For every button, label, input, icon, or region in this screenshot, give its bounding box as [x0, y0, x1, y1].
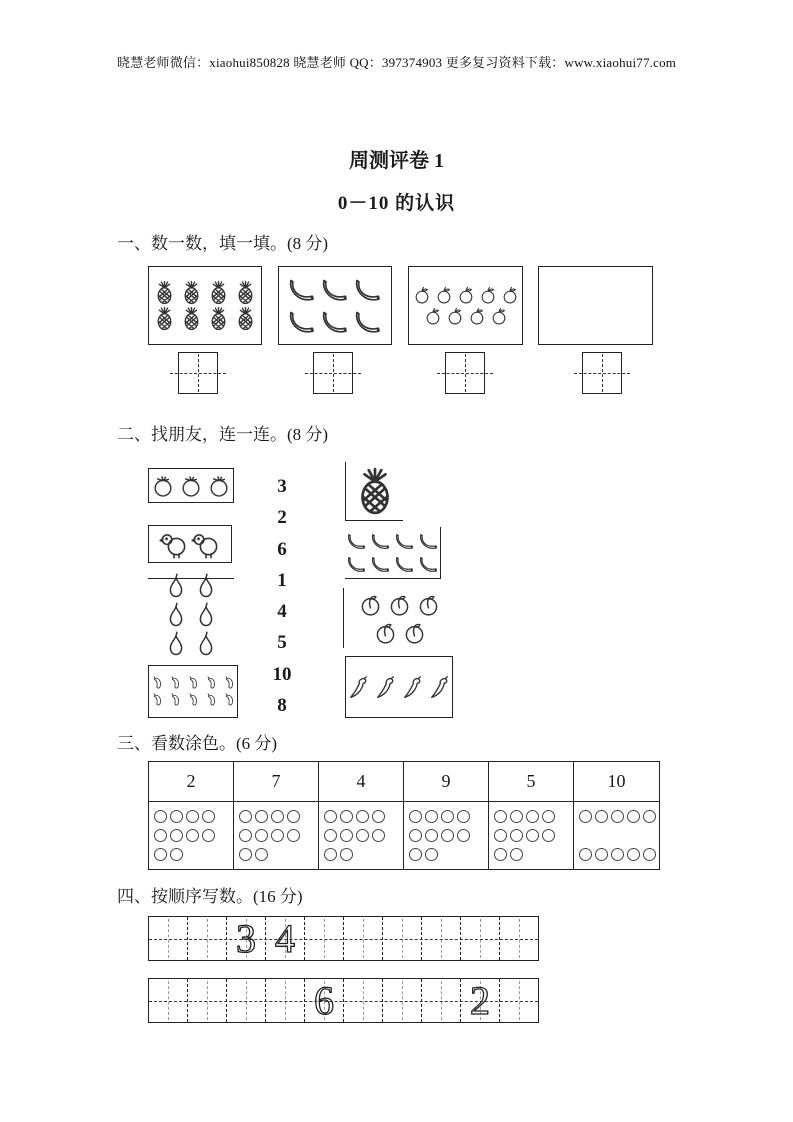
write-cell[interactable]	[383, 979, 422, 1022]
color-circle[interactable]	[239, 810, 252, 823]
table-header-number: 7	[234, 762, 319, 802]
pineapple-icon	[233, 280, 258, 305]
match-number[interactable]: 6	[277, 538, 287, 560]
answer-grid[interactable]	[445, 352, 485, 394]
color-circle[interactable]	[611, 848, 624, 861]
match-box-chicks[interactable]	[148, 525, 232, 563]
color-circle[interactable]	[356, 810, 369, 823]
write-cell[interactable]	[344, 979, 383, 1022]
color-circle[interactable]	[271, 829, 284, 842]
peach-icon	[415, 591, 442, 618]
apple-icon	[489, 306, 509, 326]
section2-heading: 二、找朋友，连一连。(8 分)	[117, 425, 329, 444]
color-circle[interactable]	[494, 848, 507, 861]
banana-icon	[418, 553, 440, 575]
write-cell[interactable]	[149, 979, 188, 1022]
write-cell[interactable]	[344, 917, 383, 960]
color-circle[interactable]	[494, 829, 507, 842]
banana-icon	[370, 530, 392, 552]
match-number[interactable]: 8	[277, 694, 287, 716]
circle-cell	[574, 802, 659, 869]
color-circle[interactable]	[271, 810, 284, 823]
write-cell[interactable]	[188, 979, 227, 1022]
circle-cell	[319, 802, 404, 869]
apple-icon	[423, 306, 443, 326]
pepper-icon	[203, 675, 219, 691]
pear-icon	[192, 572, 220, 600]
color-circle[interactable]	[170, 829, 183, 842]
color-circle[interactable]	[526, 829, 539, 842]
circle-cell	[234, 802, 319, 869]
color-circle[interactable]	[170, 848, 183, 861]
color-circle[interactable]	[643, 810, 656, 823]
color-circle[interactable]	[425, 848, 438, 861]
color-circle[interactable]	[627, 810, 640, 823]
color-circle[interactable]	[627, 848, 640, 861]
color-circle[interactable]	[154, 848, 167, 861]
chili-icon	[373, 675, 398, 700]
banana-icon	[320, 274, 351, 305]
pear-icon	[192, 630, 220, 658]
color-circle[interactable]	[186, 829, 199, 842]
section4-heading: 四、按顺序写数。(16 分)	[117, 887, 303, 906]
number-writing-strip-2	[148, 978, 539, 1023]
peach-icon	[372, 619, 399, 646]
peach-icon	[386, 591, 413, 618]
trace-number: 2	[470, 977, 490, 1023]
color-circle[interactable]	[356, 829, 369, 842]
match-number[interactable]: 4	[277, 601, 287, 623]
write-cell[interactable]	[500, 979, 538, 1022]
pepper-icon	[167, 692, 183, 708]
chick-icon	[191, 529, 221, 559]
color-circle[interactable]	[340, 848, 353, 861]
match-box-banana-stack[interactable]	[345, 527, 441, 579]
trace-number: 6	[314, 977, 334, 1023]
write-cell[interactable]	[266, 917, 305, 960]
color-by-number-table	[148, 761, 660, 870]
page-title: 周测评卷 1	[349, 150, 444, 172]
chili-icon	[400, 675, 425, 700]
banana-icon	[353, 306, 384, 337]
match-number[interactable]: 5	[277, 632, 287, 654]
pineapple-icon	[179, 280, 204, 305]
color-circle[interactable]	[324, 810, 337, 823]
table-header-number: 2	[149, 762, 234, 802]
banana-icon	[287, 274, 318, 305]
contact-header: 晓慧老师微信：xiaohui850828 晓慧老师 QQ：397374903 更多复习资料下载：www.xiaohui77.com	[116, 55, 677, 70]
color-circle[interactable]	[202, 829, 215, 842]
banana-icon	[346, 530, 368, 552]
match-box-pineapple[interactable]	[345, 462, 403, 521]
write-cell[interactable]	[500, 917, 538, 960]
color-circle[interactable]	[425, 810, 438, 823]
apple-icon	[434, 285, 454, 305]
pepper-icon	[149, 675, 165, 691]
color-circle[interactable]	[170, 810, 183, 823]
color-circle[interactable]	[340, 829, 353, 842]
banana-icon	[394, 530, 416, 552]
circle-cell	[149, 802, 234, 869]
answer-grid[interactable]	[582, 352, 622, 394]
table-header-number: 4	[319, 762, 404, 802]
banana-icon	[418, 530, 440, 552]
color-circle[interactable]	[255, 848, 268, 861]
color-circle[interactable]	[611, 810, 624, 823]
persimmon-icon	[150, 473, 176, 499]
color-circle[interactable]	[324, 848, 337, 861]
pineapple-icon	[152, 306, 177, 331]
apple-icon	[456, 285, 476, 305]
color-circle[interactable]	[372, 829, 385, 842]
color-circle[interactable]	[202, 810, 215, 823]
match-box-persimmons[interactable]	[148, 468, 234, 503]
apple-icon	[467, 306, 487, 326]
color-circle[interactable]	[239, 848, 252, 861]
color-circle[interactable]	[542, 810, 555, 823]
color-circle[interactable]	[579, 848, 592, 861]
write-cell[interactable]	[305, 979, 344, 1022]
apple-icon	[500, 285, 520, 305]
trace-number: 3	[236, 915, 256, 961]
persimmon-icon	[206, 473, 232, 499]
write-cell[interactable]	[188, 917, 227, 960]
color-circle[interactable]	[409, 810, 422, 823]
count-box-empty	[538, 266, 653, 345]
pineapple-icon	[152, 280, 177, 305]
write-cell[interactable]	[461, 917, 500, 960]
pepper-icon	[185, 692, 201, 708]
pineapple-icon	[206, 280, 231, 305]
color-circle[interactable]	[595, 848, 608, 861]
chili-icon	[427, 675, 452, 700]
write-cell[interactable]	[383, 917, 422, 960]
chili-icon	[346, 675, 371, 700]
pineapple-icon	[233, 306, 258, 331]
color-circle[interactable]	[510, 829, 523, 842]
color-circle[interactable]	[526, 810, 539, 823]
number-writing-strip-1	[148, 916, 539, 961]
banana-icon	[394, 553, 416, 575]
apple-icon	[478, 285, 498, 305]
pepper-icon	[221, 675, 237, 691]
chick-icon	[159, 529, 189, 559]
color-circle[interactable]	[494, 810, 507, 823]
page-subtitle: 0－10 的认识	[337, 193, 456, 214]
write-cell[interactable]	[266, 979, 305, 1022]
match-box-chilis[interactable]	[345, 656, 453, 718]
answer-grid[interactable]	[313, 352, 353, 394]
pepper-icon	[203, 692, 219, 708]
apple-icon	[412, 285, 432, 305]
color-circle[interactable]	[510, 810, 523, 823]
match-number[interactable]: 3	[277, 476, 287, 497]
match-box-pears[interactable]	[148, 578, 234, 650]
color-circle[interactable]	[409, 829, 422, 842]
color-circle[interactable]	[457, 810, 470, 823]
write-cell[interactable]	[227, 979, 266, 1022]
pineapple-icon	[206, 306, 231, 331]
table-header-number: 9	[404, 762, 489, 802]
color-circle[interactable]	[340, 810, 353, 823]
trace-number: 4	[275, 915, 295, 961]
pear-icon	[162, 601, 190, 629]
pepper-icon	[185, 675, 201, 691]
pineapple-icon	[179, 306, 204, 331]
color-circle[interactable]	[324, 829, 337, 842]
color-circle[interactable]	[409, 848, 422, 861]
table-header-number: 10	[574, 762, 659, 802]
match-number[interactable]: 2	[277, 507, 287, 529]
match-number[interactable]: 10	[272, 663, 292, 685]
section3-heading: 三、看数涂色。(6 分)	[117, 734, 278, 753]
pineapple-icon	[350, 466, 400, 516]
color-circle[interactable]	[643, 848, 656, 861]
write-cell[interactable]	[422, 979, 461, 1022]
match-number[interactable]: 1	[277, 569, 287, 591]
color-circle[interactable]	[595, 810, 608, 823]
write-cell[interactable]	[461, 979, 500, 1022]
match-box-peppers[interactable]	[148, 665, 238, 718]
color-circle[interactable]	[441, 810, 454, 823]
color-circle[interactable]	[154, 829, 167, 842]
color-circle[interactable]	[441, 829, 454, 842]
write-cell[interactable]	[422, 917, 461, 960]
color-circle[interactable]	[510, 848, 523, 861]
banana-icon	[320, 306, 351, 337]
peach-icon	[357, 591, 384, 618]
color-circle[interactable]	[154, 810, 167, 823]
color-circle[interactable]	[239, 829, 252, 842]
color-circle[interactable]	[542, 829, 555, 842]
color-circle[interactable]	[579, 810, 592, 823]
circle-cell	[404, 802, 489, 869]
color-circle[interactable]	[425, 829, 438, 842]
color-circle[interactable]	[457, 829, 470, 842]
color-circle[interactable]	[186, 810, 199, 823]
color-circle[interactable]	[255, 810, 268, 823]
write-cell[interactable]	[305, 917, 344, 960]
write-cell[interactable]	[149, 917, 188, 960]
table-header-number: 5	[489, 762, 574, 802]
pear-icon	[162, 630, 190, 658]
banana-icon	[353, 274, 384, 305]
circle-cell	[489, 802, 574, 869]
color-circle[interactable]	[287, 829, 300, 842]
banana-icon	[287, 306, 318, 337]
banana-icon	[346, 553, 368, 575]
color-circle[interactable]	[255, 829, 268, 842]
pear-icon	[192, 601, 220, 629]
count-box-apples	[408, 266, 523, 345]
color-circle[interactable]	[287, 810, 300, 823]
write-cell[interactable]	[227, 917, 266, 960]
banana-icon	[370, 553, 392, 575]
pepper-icon	[221, 692, 237, 708]
answer-grid[interactable]	[178, 352, 218, 394]
section1-heading: 一、数一数，填一填。(8 分)	[117, 234, 329, 253]
pear-icon	[162, 572, 190, 600]
count-box-pineapples	[148, 266, 262, 345]
apple-icon	[445, 306, 465, 326]
count-box-bananas	[278, 266, 392, 345]
match-box-peaches[interactable]	[343, 588, 455, 648]
peach-icon	[401, 619, 428, 646]
color-circle[interactable]	[372, 810, 385, 823]
persimmon-icon	[178, 473, 204, 499]
pepper-icon	[149, 692, 165, 708]
pepper-icon	[167, 675, 183, 691]
match-number-column	[264, 477, 300, 715]
